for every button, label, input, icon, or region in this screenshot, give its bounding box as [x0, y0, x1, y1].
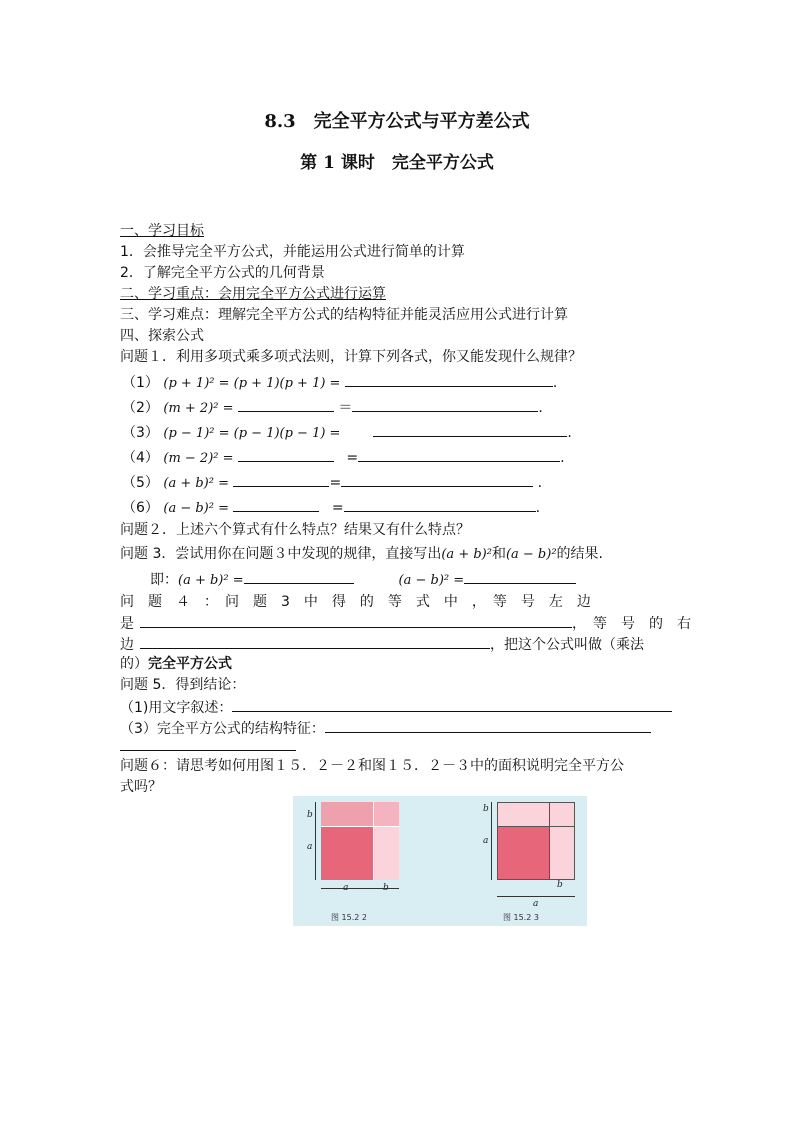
question-4-line-2: 是 ， 等 号 的 右 — [120, 613, 691, 633]
goals-heading: 一、学习目标 — [120, 223, 204, 239]
answer-blank[interactable] — [238, 447, 334, 462]
item-expression: (m − 2)² = — [163, 451, 234, 466]
answer-blank[interactable] — [244, 569, 354, 584]
answer-blank[interactable] — [464, 569, 576, 584]
dimension-line — [321, 888, 399, 889]
item-expression: (m + 2)² = — [163, 401, 234, 416]
question-4-line-1: 问 题 ４ ： 问 题 3 中 得 的 等 式 中 ， 等 号 左 边 — [120, 594, 591, 610]
label-b: b — [307, 810, 313, 820]
figure-15-2-2 — [321, 802, 399, 880]
answer-blank[interactable] — [344, 497, 536, 512]
answer-blank[interactable] — [140, 634, 490, 649]
item-number: （5） — [122, 475, 159, 491]
answer-blank[interactable] — [341, 472, 533, 487]
dimension-line — [497, 896, 575, 897]
question-1: 问题１．利用多项式乘多项式法则，计算下列各式，你又能发现什么规律？ — [120, 349, 582, 365]
item-number: （1） — [122, 375, 159, 391]
goal-1: 1．会推导完全平方公式，并能运用公式进行简单的计算 — [120, 244, 465, 260]
answer-blank-continued[interactable] — [120, 750, 296, 751]
explore-heading: 四、探索公式 — [120, 328, 204, 344]
rect-ab-top — [321, 802, 373, 826]
expr-a-minus-b: (a − b)² — [505, 547, 557, 562]
question-6-line-2: 式吗？ — [120, 779, 162, 795]
dimension-line — [315, 802, 316, 880]
page-subtitle: 第 1 课时 完全平方公式 — [300, 153, 494, 173]
goal-2: 2．了解完全平方公式的几何背景 — [120, 265, 325, 281]
question-5-item-1: （1)用文字叙述： — [120, 697, 672, 717]
q1-item-6: （6） (a − b)² = = . — [122, 497, 540, 518]
question-3: 问题 3．尝试用你在问题３中发现的规律，直接写出(a + b)²和(a − b)²的结果. — [120, 546, 603, 562]
item-expression: (p + 1)² = (p + 1)(p + 1) = — [163, 376, 341, 391]
q1-item-3: （3） (p − 1)² = (p − 1)(p − 1) = . — [122, 422, 572, 443]
answer-blank[interactable] — [345, 372, 553, 387]
item-number: （4） — [122, 450, 159, 466]
label-a: a — [533, 899, 539, 909]
key-point: 二、学习重点：会用完全平方公式进行运算 — [120, 286, 386, 302]
question-5-item-3: （3）完全平方公式的结构特征： — [120, 718, 651, 738]
formula-name: 完全平方公式 — [148, 656, 232, 672]
answer-blank[interactable] — [233, 497, 319, 512]
item-number: （2） — [122, 400, 159, 416]
answer-blank[interactable] — [352, 397, 538, 412]
page-title: 8.3 完全平方公式与平方差公式 — [264, 111, 530, 132]
q1-item-1: （1） (p + 1)² = (p + 1)(p + 1) = . — [122, 372, 557, 393]
answer-blank[interactable] — [233, 472, 329, 487]
label-a: a — [307, 842, 313, 852]
figure-caption-2: 图 15.2 3 — [503, 913, 539, 922]
label-b: b — [557, 880, 563, 890]
item-number: （6） — [122, 500, 159, 516]
answer-blank[interactable] — [140, 613, 572, 628]
figure-15-2-3 — [497, 802, 575, 880]
label-b: b — [483, 804, 489, 814]
square-a — [321, 826, 373, 880]
question-2: 问题２．上述六个算式有什么特点？结果又有什么特点？ — [120, 522, 470, 538]
question-3-answer-line: 即：(a + b)² = (a − b)² = — [150, 569, 576, 590]
question-4-line-3: 边 ，把这个公式叫做（乘法 — [120, 634, 644, 654]
q1-item-2: （2） (m + 2)² = ＝ . — [122, 397, 543, 418]
answer-blank[interactable] — [238, 397, 334, 412]
question-6-line-1: 问题６：请思考如何用图１５．２－２和图１５．２－３中的面积说明完全平方公 — [120, 758, 624, 774]
label-a: a — [483, 836, 489, 846]
square-b — [373, 802, 399, 826]
figure-panel — [293, 796, 587, 926]
item-expression: (p − 1)² = (p − 1)(p − 1) = — [163, 426, 341, 441]
item-expression: (a + b)² = — [163, 476, 229, 491]
item-expression: (a − b)² = — [163, 501, 229, 516]
q1-item-5: （5） (a + b)² = = . — [122, 472, 542, 493]
question-4-line-4: 的）完全平方公式 — [120, 656, 232, 672]
q1-item-4: （4） (m − 2)² = = . — [122, 447, 565, 468]
question-5: 问题 5．得到结论： — [120, 677, 246, 693]
rect-ab-side — [373, 826, 399, 880]
answer-blank[interactable] — [325, 718, 651, 733]
expr-a-plus-b: (a + b)² — [441, 547, 492, 562]
answer-blank[interactable] — [232, 697, 672, 712]
figure-caption-1: 图 15.2 2 — [331, 913, 367, 922]
dimension-line — [491, 802, 492, 880]
answer-blank[interactable] — [358, 447, 560, 462]
difficulty: 三、学习难点：理解完全平方公式的结构特征并能灵活应用公式进行计算 — [120, 307, 568, 323]
item-number: （3） — [122, 425, 159, 441]
answer-blank[interactable] — [373, 422, 567, 437]
